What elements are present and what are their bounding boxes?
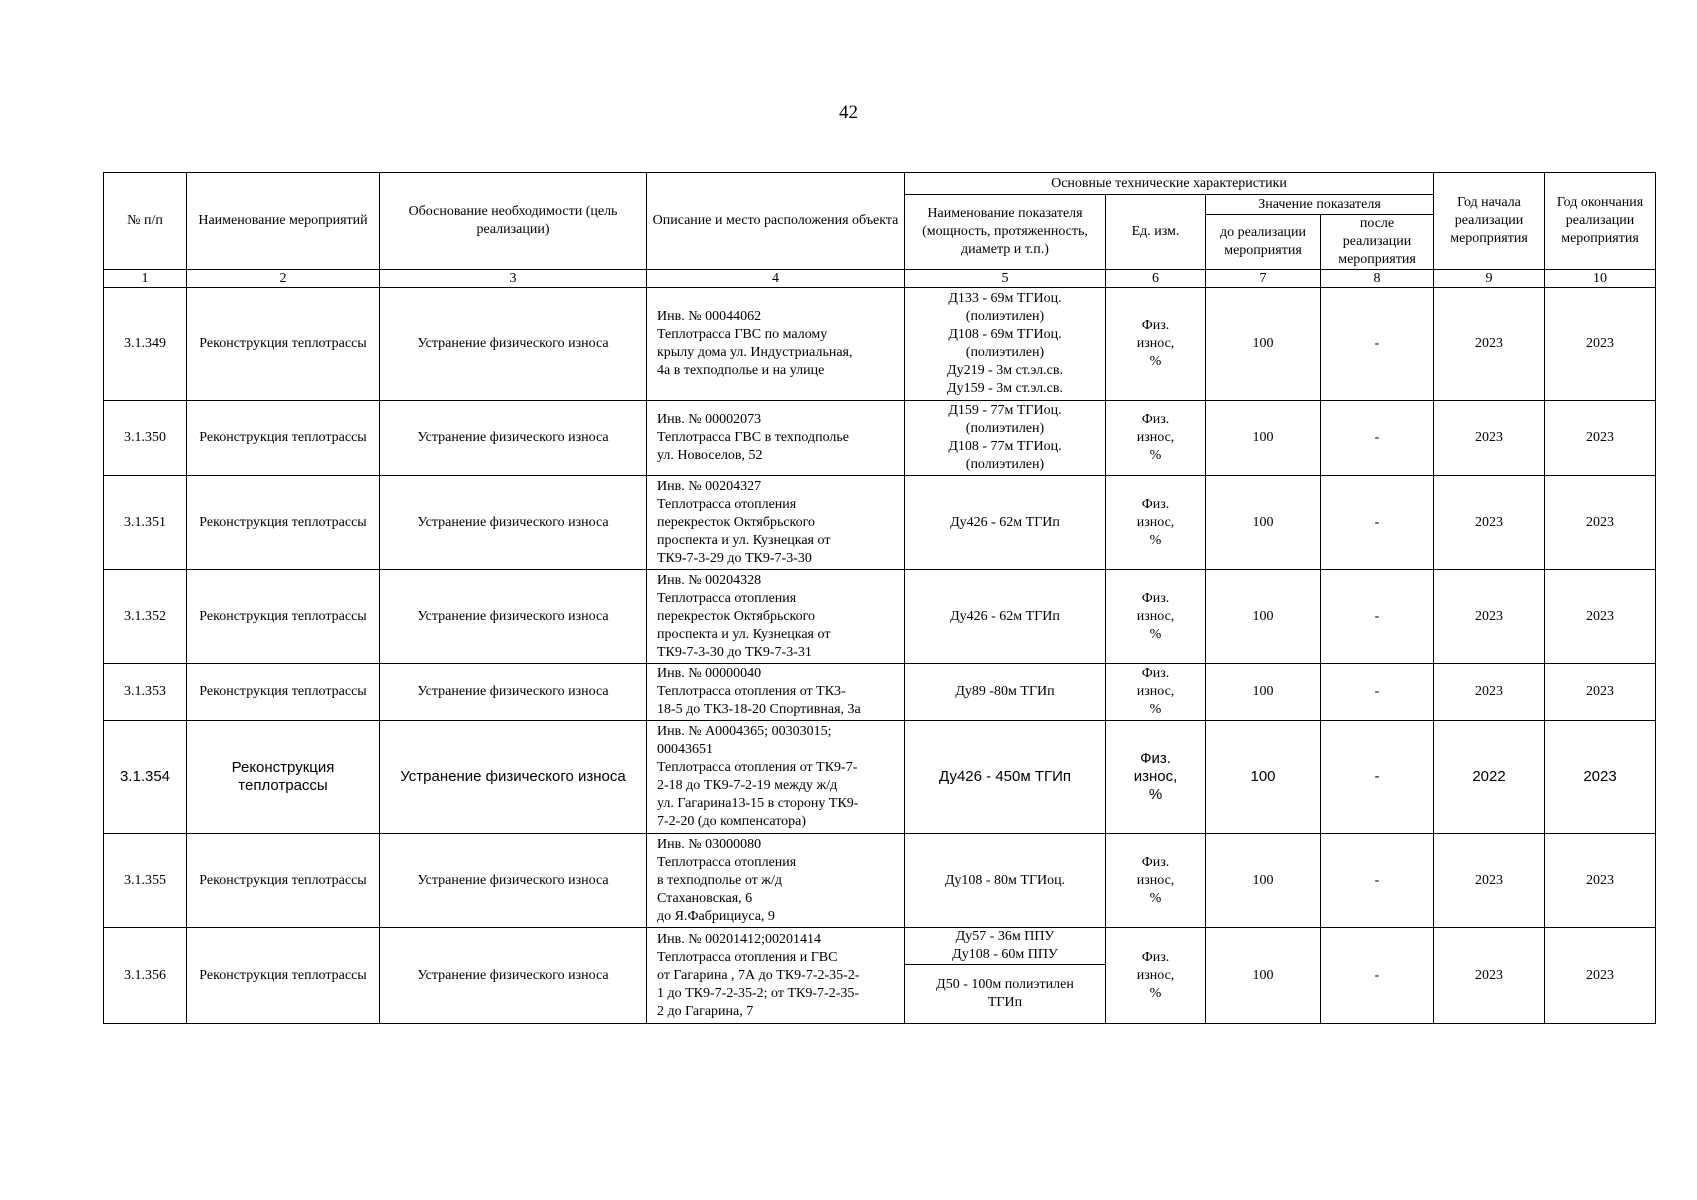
row-reason: Устранение физического износа [380,928,647,1024]
cell-line: Ду219 - 3м ст.эл.св. [947,363,1063,378]
row-before: 100 [1206,834,1321,928]
row-indicator [905,664,1106,721]
row-after: - [1321,401,1434,476]
header-end-year: Год окончания реализации мероприятия [1545,173,1656,270]
cell-line: % [1149,626,1162,642]
header-reason: Обоснование необходимости (цель реализации) [380,173,647,270]
row-end-year: 2023 [1545,834,1656,928]
cell-line: Физ. [1141,318,1170,333]
row-start-year: 2023 [1434,664,1545,721]
row-indicator [905,928,1106,965]
cell-line: до Я.Фабрициуса, 9 [657,908,775,924]
row-indicator [905,965,1106,1024]
row-name: Реконструкция теплотрассы [187,570,380,664]
cell-line: 18-5 до ТК3-18-20 Спортивная, 3а [657,702,861,717]
cell-line: ул. Новоселов, 52 [657,448,763,463]
row-description [647,721,905,834]
header-value-group: Значение показателя [1206,195,1434,215]
cell-line: % [1149,890,1162,906]
cell-line: Ду57 - 36м ППУ [955,929,1055,944]
table-row [104,570,1656,664]
cell-line: крылу дома ул. Индустриальная, [657,345,853,360]
row-before: 100 [1206,288,1321,401]
cell-line: (полиэтилен) [965,345,1045,360]
row-unit [1106,570,1206,664]
row-description [647,570,905,664]
row-reason: Устранение физического износа [380,664,647,721]
row-start-year: 2023 [1434,401,1545,476]
cell-line: Теплотрасса отопления [657,590,797,606]
column-number: 6 [1106,270,1206,288]
table-row [104,721,1656,834]
header-num: № п/п [104,173,187,270]
cell-line: Физ. [1141,496,1170,512]
row-number: 3.1.353 [104,664,187,721]
row-unit [1106,476,1206,570]
row-name: Реконструкция теплотрассы [187,401,380,476]
cell-line: Ду426 - 62м ТГИп [950,514,1060,530]
cell-line: Д108 - 69м ТГИоц. [948,327,1062,342]
row-number: 3.1.351 [104,476,187,570]
table-row [104,664,1656,721]
row-reason: Устранение физического износа [380,834,647,928]
row-reason: Устранение физического износа [380,288,647,401]
cell-line: 4а в техподполье и на улице [657,363,825,378]
row-end-year: 2023 [1545,401,1656,476]
table-row [104,401,1656,476]
header-unit: Ед. изм. [1106,195,1206,270]
cell-line: Инв. № 00204327 [657,478,762,494]
cell-line: 7-2-20 (до компенсатора) [657,814,807,829]
row-name: Реконструкция теплотрассы [187,288,380,401]
cell-line: Ду159 - 3м ст.эл.св. [947,381,1063,396]
column-number: 2 [187,270,380,288]
cell-line: Теплотрасса ГВС по малому [657,327,828,342]
row-unit [1106,834,1206,928]
cell-line: проспекта и ул. Кузнецкая от [657,532,831,548]
row-reason: Устранение физического износа [380,721,647,834]
cell-line: Ду89 -80м ТГИп [955,684,1055,699]
cell-line: износ, [1136,608,1175,624]
cell-line: Инв. № 00000040 [657,666,762,681]
header-tech-group: Основные технические характеристики [905,173,1434,195]
table-header [104,173,1656,288]
row-before: 100 [1206,476,1321,570]
cell-line: Физ. [1141,666,1170,681]
cell-line: Ду426 - 62м ТГИп [950,608,1060,624]
row-after: - [1321,664,1434,721]
header-start-year: Год начала реализации мероприятия [1434,173,1545,270]
row-name: Реконструкция теплотрассы [187,664,380,721]
row-start-year: 2022 [1434,721,1545,834]
cell-line: Физ. [1140,750,1171,767]
cell-line: 2-18 до ТК9-7-2-19 между ж/д [657,778,838,793]
row-before: 100 [1206,928,1321,1024]
cell-line: Теплотрасса отопления от ТК9-7- [657,760,858,775]
row-unit [1106,401,1206,476]
row-name: Реконструкция теплотрассы [187,834,380,928]
cell-line: 1 до ТК9-7-2-35-2; от ТК9-7-2-35- [657,985,860,1001]
row-after: - [1321,476,1434,570]
row-start-year: 2023 [1434,476,1545,570]
header-name: Наименование мероприятий [187,173,380,270]
row-number: 3.1.349 [104,288,187,401]
row-indicator [905,834,1106,928]
cell-line: ТК9-7-3-29 до ТК9-7-3-30 [657,550,812,566]
cell-line: % [1149,354,1162,369]
row-number: 3.1.350 [104,401,187,476]
cell-line: Теплотрасса отопления [657,854,797,870]
column-number: 7 [1206,270,1321,288]
measures-table [103,172,1656,1024]
row-before: 100 [1206,401,1321,476]
table-row [104,834,1656,928]
row-description [647,664,905,721]
row-unit [1106,928,1206,1024]
cell-line: Инв. № 00044062 [657,309,762,324]
cell-line: Инв. № 00204328 [657,572,762,588]
cell-line: (полиэтилен) [965,457,1045,472]
cell-line: износ, [1136,514,1175,530]
row-before: 100 [1206,721,1321,834]
cell-line: Физ. [1141,412,1170,427]
table-row [104,928,1656,965]
row-after: - [1321,288,1434,401]
table-row [104,288,1656,401]
cell-line: Физ. [1141,949,1170,965]
cell-line: Д50 - 100м полиэтилен [936,977,1074,992]
column-number: 9 [1434,270,1545,288]
row-start-year: 2023 [1434,928,1545,1024]
row-number: 3.1.355 [104,834,187,928]
cell-line: % [1149,532,1162,548]
row-after: - [1321,834,1434,928]
cell-line: износ, [1136,872,1175,888]
column-number: 1 [104,270,187,288]
row-number: 3.1.356 [104,928,187,1024]
cell-line: % [1149,448,1162,463]
row-end-year: 2023 [1545,570,1656,664]
page-number: 42 [839,102,858,123]
row-reason: Устранение физического износа [380,401,647,476]
cell-line: Теплотрасса отопления от ТК3- [657,684,846,699]
row-end-year: 2023 [1545,288,1656,401]
row-unit [1106,664,1206,721]
cell-line: Инв. № А0004365; 00303015; [657,724,832,739]
cell-line: износ, [1136,684,1175,699]
cell-line: перекресток Октябрьского [657,608,816,624]
cell-line: Физ. [1141,854,1170,870]
cell-line: износ, [1136,430,1175,445]
cell-line: Инв. № 00201412;00201414 [657,931,821,947]
row-before: 100 [1206,664,1321,721]
header-indicator: Наименование показателя (мощность, протяженность, диаметр и т.п.) [905,195,1106,270]
cell-line: Теплотрасса отопления и ГВС [657,949,838,965]
header-before: до реализации мероприятия [1206,215,1321,270]
cell-line: (полиэтилен) [965,421,1045,436]
cell-line: износ, [1133,768,1178,785]
row-after: - [1321,721,1434,834]
row-reason: Устранение физического износа [380,570,647,664]
row-after: - [1321,570,1434,664]
row-end-year: 2023 [1545,476,1656,570]
cell-line: Инв. № 03000080 [657,836,762,852]
cell-line: Теплотрасса ГВС в техподполье [657,430,849,445]
table-body [104,288,1656,1024]
cell-line: Физ. [1141,590,1170,606]
cell-line: 00043651 [657,742,713,757]
row-number: 3.1.354 [104,721,187,834]
row-description [647,476,905,570]
row-start-year: 2023 [1434,834,1545,928]
row-unit [1106,288,1206,401]
cell-line: ТК9-7-3-30 до ТК9-7-3-31 [657,644,812,660]
column-number: 10 [1545,270,1656,288]
cell-line: проспекта и ул. Кузнецкая от [657,626,831,642]
row-unit [1106,721,1206,834]
row-indicator [905,401,1106,476]
cell-line: Инв. № 00002073 [657,412,762,427]
cell-line: износ, [1136,967,1175,983]
row-indicator [905,721,1106,834]
cell-line: перекресток Октябрьского [657,514,816,530]
cell-line: Стахановская, 6 [657,890,753,906]
row-description [647,401,905,476]
row-start-year: 2023 [1434,288,1545,401]
column-number: 4 [647,270,905,288]
row-start-year: 2023 [1434,570,1545,664]
cell-line: Д108 - 77м ТГИоц. [948,439,1062,454]
cell-line: Ду426 - 450м ТГИп [938,768,1072,785]
row-number: 3.1.352 [104,570,187,664]
row-reason: Устранение физического износа [380,476,647,570]
cell-line: Теплотрасса отопления [657,496,797,512]
header-after: после реализации мероприятия [1321,215,1434,270]
cell-line: % [1149,702,1162,717]
column-number: 3 [380,270,647,288]
row-end-year: 2023 [1545,664,1656,721]
column-number: 8 [1321,270,1434,288]
cell-line: (полиэтилен) [965,309,1045,324]
row-description [647,288,905,401]
row-name: Реконструкция теплотрассы [187,476,380,570]
row-end-year: 2023 [1545,928,1656,1024]
cell-line: ТГИп [987,995,1023,1010]
table-row [104,476,1656,570]
column-number: 5 [905,270,1106,288]
row-after: - [1321,928,1434,1024]
cell-line: Ду108 - 80м ТГИоц. [944,872,1066,888]
row-description [647,834,905,928]
cell-line: Д133 - 69м ТГИоц. [948,291,1062,306]
row-indicator [905,570,1106,664]
row-name: Реконструкция теплотрассы [187,721,380,834]
row-indicator [905,476,1106,570]
cell-line: Д159 - 77м ТГИоц. [948,403,1062,418]
row-name: Реконструкция теплотрассы [187,928,380,1024]
row-description [647,928,905,1024]
cell-line: в техподполье от ж/д [657,872,782,888]
cell-line: % [1149,985,1162,1001]
cell-line: Ду108 - 60м ППУ [952,947,1058,962]
column-number-row [104,270,1656,288]
cell-line: от Гагарина , 7А до ТК9-7-2-35-2- [657,967,860,983]
cell-line: % [1148,786,1163,803]
cell-line: износ, [1136,336,1175,351]
row-end-year: 2023 [1545,721,1656,834]
header-description: Описание и место расположения объекта [647,173,905,270]
cell-line: ул. Гагарина13-15 в сторону ТК9- [657,796,859,811]
row-before: 100 [1206,570,1321,664]
cell-line: 2 до Гагарина, 7 [657,1003,754,1019]
row-indicator [905,288,1106,401]
